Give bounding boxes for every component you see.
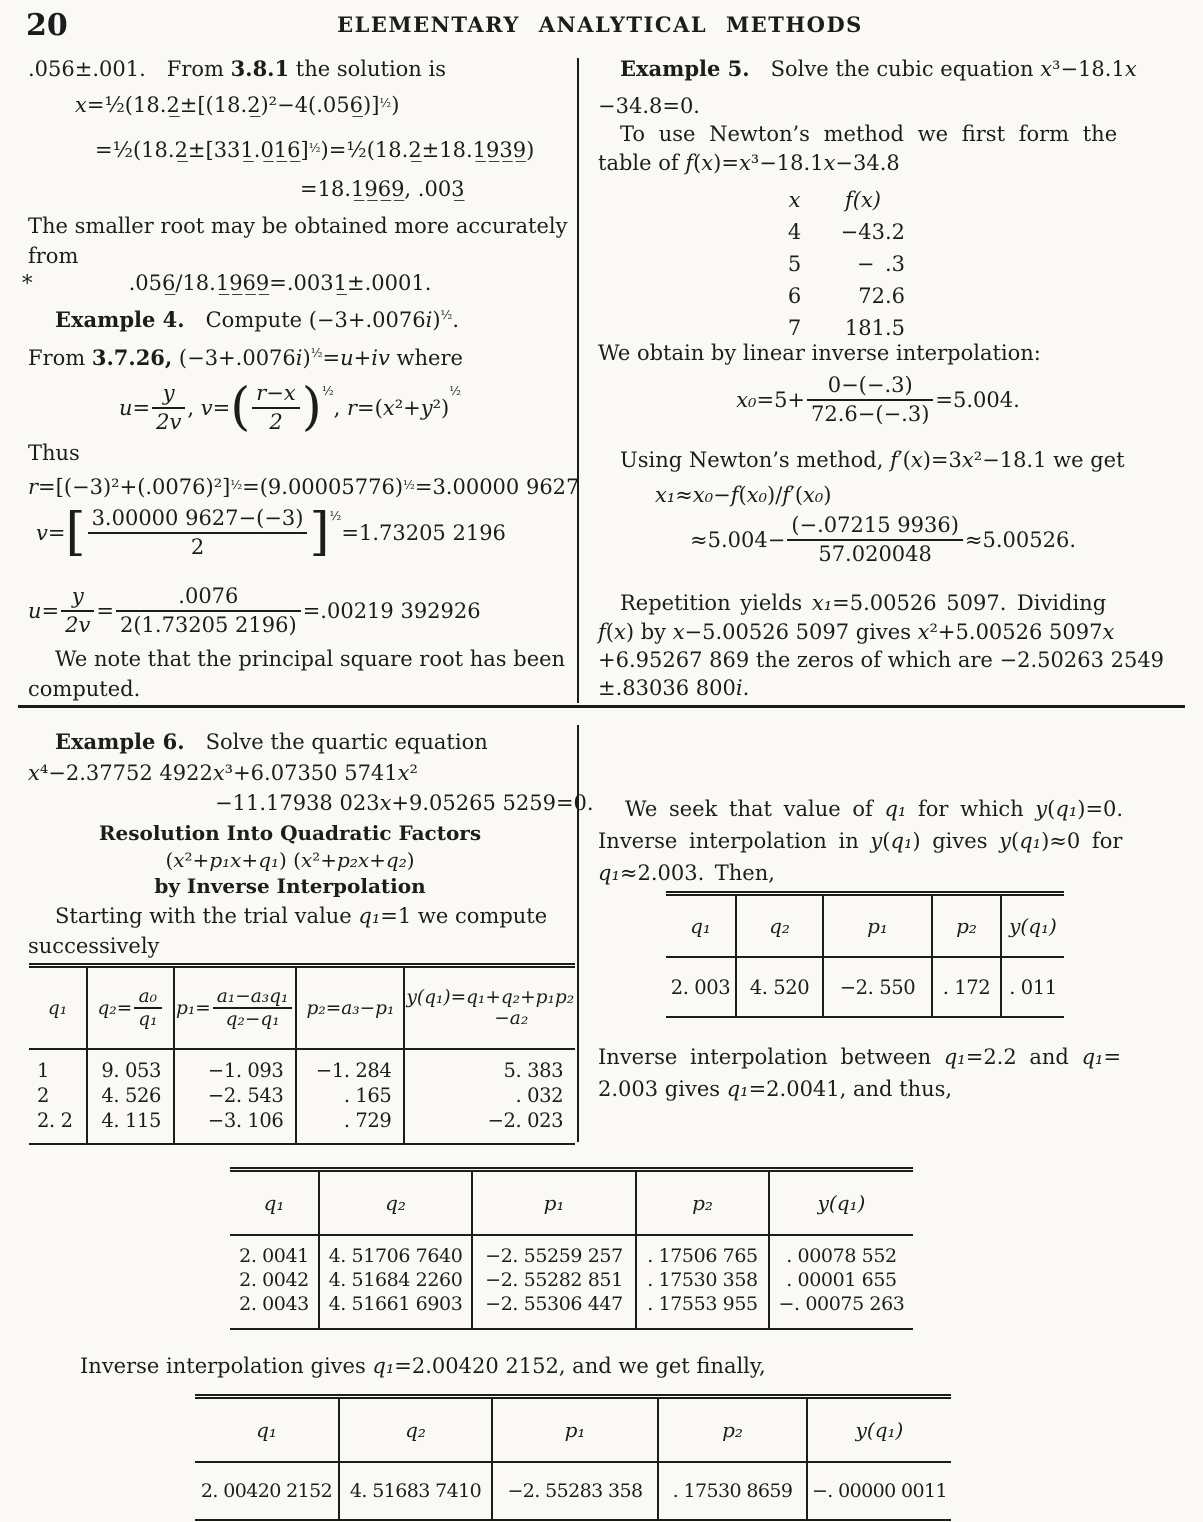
- starting-line-2: successively: [28, 934, 160, 958]
- quadratic-eq-3: =18.1̲9̲6̲9̲, .003̲: [300, 177, 465, 201]
- quadratic-eq-1: x =½(18.2̲±[(18.2̲)²−4(.056̲)] ½ ): [75, 93, 400, 117]
- between-line-2: 2.003 gives q₁=2.0041, and thus,: [598, 1077, 953, 1101]
- example-5-heading: Example 5. Solve the cubic equation x³−18.1x: [620, 56, 1137, 81]
- col-header-p1-formula: p₁ = $\frac{\text{a₁−a₃q₁}}{\text{q₂−q₁}}$: [174, 966, 296, 1050]
- note-line-1: We note that the principal square root has been: [55, 647, 566, 671]
- quartic-eq-line-2: −11.17938 023x+9.05265 5259=0.: [215, 791, 594, 815]
- x1-value-equation: ≈5.004− $\frac{(-.07215 9936)}{57.020048}$ ≈5.00526.: [690, 513, 1077, 567]
- example-6-heading: Example 6. Solve the quartic equation: [55, 729, 488, 754]
- column-divider-top: [577, 58, 579, 703]
- table-row: 2. 0041 4. 51706 7640 −2. 55259 257 . 17506 765 . 00078 552: [230, 1235, 913, 1269]
- col-header-p1: p₁: [472, 1170, 636, 1236]
- table-row: 1 9. 053 −1. 093 −1. 284 5. 383: [29, 1049, 575, 1083]
- running-header: ELEMENTARY ANALYTICAL METHODS: [337, 12, 863, 37]
- u-equation: u = $\frac{y}{2v}$ = $\frac{.0076}{2(1.73205 2196)}$ =.00219 392926: [28, 584, 481, 638]
- by-inverse-interp-title: by Inverse Interpolation: [154, 874, 426, 898]
- table-row: 5 − .3: [787, 252, 905, 276]
- quartic-eq-line-1: x⁴−2.37752 4922x³+6.07350 5741x²: [28, 761, 418, 785]
- thus-label: Thus: [28, 441, 80, 465]
- column-divider-bottom: [577, 725, 579, 1142]
- fx-value-table: [772, 184, 909, 344]
- x0-equation: x₀ =5+ $\frac{0-(-.3)}{72.6-(-.3)}$ =5.004.: [736, 373, 1020, 427]
- table-row: 2 4. 526 −2. 543 . 165 . 032: [29, 1083, 575, 1108]
- iteration-table-coarse: [29, 963, 575, 1145]
- final-result-table: [195, 1394, 951, 1521]
- page-number: 20: [26, 8, 68, 43]
- x1-equation: x₁ ≈ x₀ − f ( x₀ )/ f ′( x₀ ): [655, 483, 832, 507]
- col-header-yq1: y(q₁): [1001, 894, 1064, 958]
- seek-line-2: Inverse interpolation in y(q₁) gives y(q₁)≈0 for: [598, 829, 1123, 853]
- repetition-line-4: ±.83036 800i.: [598, 676, 750, 700]
- col-header-p2: p₂: [636, 1170, 769, 1236]
- fx-col-x: x: [788, 188, 801, 212]
- col-header-yq1: y(q₁): [807, 1397, 951, 1463]
- col-header-q1: q₁: [230, 1170, 319, 1236]
- col-header-p2: p₂: [658, 1397, 807, 1463]
- v-equation: v = [ $\frac{3.00000 9627-(-3)}{2}$ ] $^{\frac{1}{2}}$ =1.73205 2196: [36, 502, 506, 563]
- col-header-q1: q₁: [666, 894, 736, 958]
- factor-form: ( x ²+ p₁x + q₁ ) ( x ²+ p₂x + q₂ ): [165, 848, 415, 872]
- table-row: 2. 00420 2152 4. 51683 7410 −2. 55283 358 . 17530 8659 −. 00000 0011: [195, 1462, 951, 1520]
- fx-col-fx: f(x): [844, 188, 881, 212]
- col-header-q1: q₁: [29, 966, 87, 1050]
- col-header-q2-formula: q₂ = $\frac{\text{a₀}}{\text{q₁}}$: [87, 966, 174, 1050]
- between-line-1: Inverse interpolation between q₁=2.2 and q₁=: [598, 1045, 1122, 1069]
- r-equation: r =[(−3)²+(.0076)²] ½ =(9.00005776) ½ =3.00000 9627: [28, 475, 580, 499]
- col-header-q1: q₁: [195, 1397, 339, 1463]
- col-header-q2: q₂: [319, 1170, 472, 1236]
- table-row: 2. 0043 4. 51661 6903 −2. 55306 447 . 17553 955 −. 00075 263: [230, 1293, 913, 1329]
- col-header-p2-formula: p₂=a₃−p₁: [296, 966, 404, 1050]
- seek-line-1: We seek that value of q₁ for which y(q₁)=0.: [625, 797, 1124, 821]
- q-table-trial: [666, 891, 1064, 1018]
- col-header-p1: p₁: [823, 894, 932, 958]
- col-header-q2: q₂: [736, 894, 823, 958]
- smaller-root-line-1: The smaller root may be obtained more accurately: [28, 214, 568, 238]
- col-header-yq1: y(q₁): [769, 1170, 913, 1236]
- quadratic-eq-2: =½(18.2̲±[331̲.0̲1̲6̲] ½ )=½(18.2̲±18.1̲9̲3̲9̲): [95, 138, 535, 162]
- col-header-yq1-formula: y(q₁)=q₁+q₂+p₁p₂ −a₂: [404, 966, 575, 1050]
- refinement-table: [230, 1167, 913, 1330]
- table-row: 4 −43.2: [787, 220, 905, 244]
- resolution-title: Resolution Into Quadratic Factors: [98, 821, 482, 845]
- repetition-line-3: +6.95267 869 the zeros of which are −2.50263 2549: [598, 648, 1165, 672]
- footnote-star: *: [22, 271, 33, 295]
- starting-line-1: Starting with the trial value q₁=1 we compute: [55, 904, 548, 928]
- col-header-p2: p₂: [932, 894, 1001, 958]
- col-header-p1: p₁: [492, 1397, 658, 1463]
- repetition-line-2: f(x) by x−5.00526 5097 gives x²+5.00526 5097x: [598, 620, 1115, 644]
- example-4-heading: Example 4. Compute $(-3+.0076i)^{\frac{1}{2}}$.: [55, 307, 460, 332]
- newton-method-line: Using Newton’s method, f′(x)=3x²−18.1 we get: [620, 448, 1125, 472]
- table-row: 6 72.6: [787, 284, 905, 308]
- table-row: 7 181.5: [787, 316, 905, 340]
- note-line-2: computed.: [28, 677, 141, 701]
- uvr-equation: u = $\frac{y}{2v}$ , v = ( $\frac{r-x}{2}$ ) $^{\frac{1}{2}}$ , r =( x ²+ y ²) $^{\frac{1}{2}}$: [118, 377, 462, 438]
- interp-line: We obtain by linear inverse interpolation:: [598, 341, 1041, 365]
- newton-para-2: table of f(x)=x³−18.1x−34.8: [598, 151, 900, 175]
- intro-line: .056±.001. From 3.8.1 the solution is: [28, 56, 447, 81]
- example-5-line-2: −34.8=0.: [598, 94, 700, 118]
- final-interp-line: Inverse interpolation gives q₁=2.00420 2152, and we get finally,: [80, 1354, 766, 1378]
- factor-form-line: [20, 847, 560, 873]
- repetition-line-1: Repetition yields x₁=5.00526 5097. Dividing: [620, 591, 1107, 615]
- table-row: 2. 003 4. 520 −2. 550 . 172 . 011: [666, 957, 1064, 1017]
- smaller-root-line-2: from: [28, 244, 79, 268]
- seek-line-3: q₁≈2.003. Then,: [598, 861, 775, 885]
- table-row: 2. 0042 4. 51684 2260 −2. 55282 851 . 17530 358 . 00001 655: [230, 1269, 913, 1293]
- smaller-root-eq: .056̲/18.1̲9̲6̲9̲=.0031̲±.0001.: [128, 271, 432, 295]
- newton-para-1: To use Newton’s method we first form the: [620, 122, 1118, 146]
- section-divider-rule: [18, 705, 1185, 708]
- col-header-q2: q₂: [339, 1397, 492, 1463]
- example-4-from-line: From 3.7.26, $(-3+.0076i)^{\frac{1}{2}}=u+iv$ where: [28, 345, 463, 370]
- table-row: 2. 2 4. 115 −3. 106 . 729 −2. 023: [29, 1108, 575, 1144]
